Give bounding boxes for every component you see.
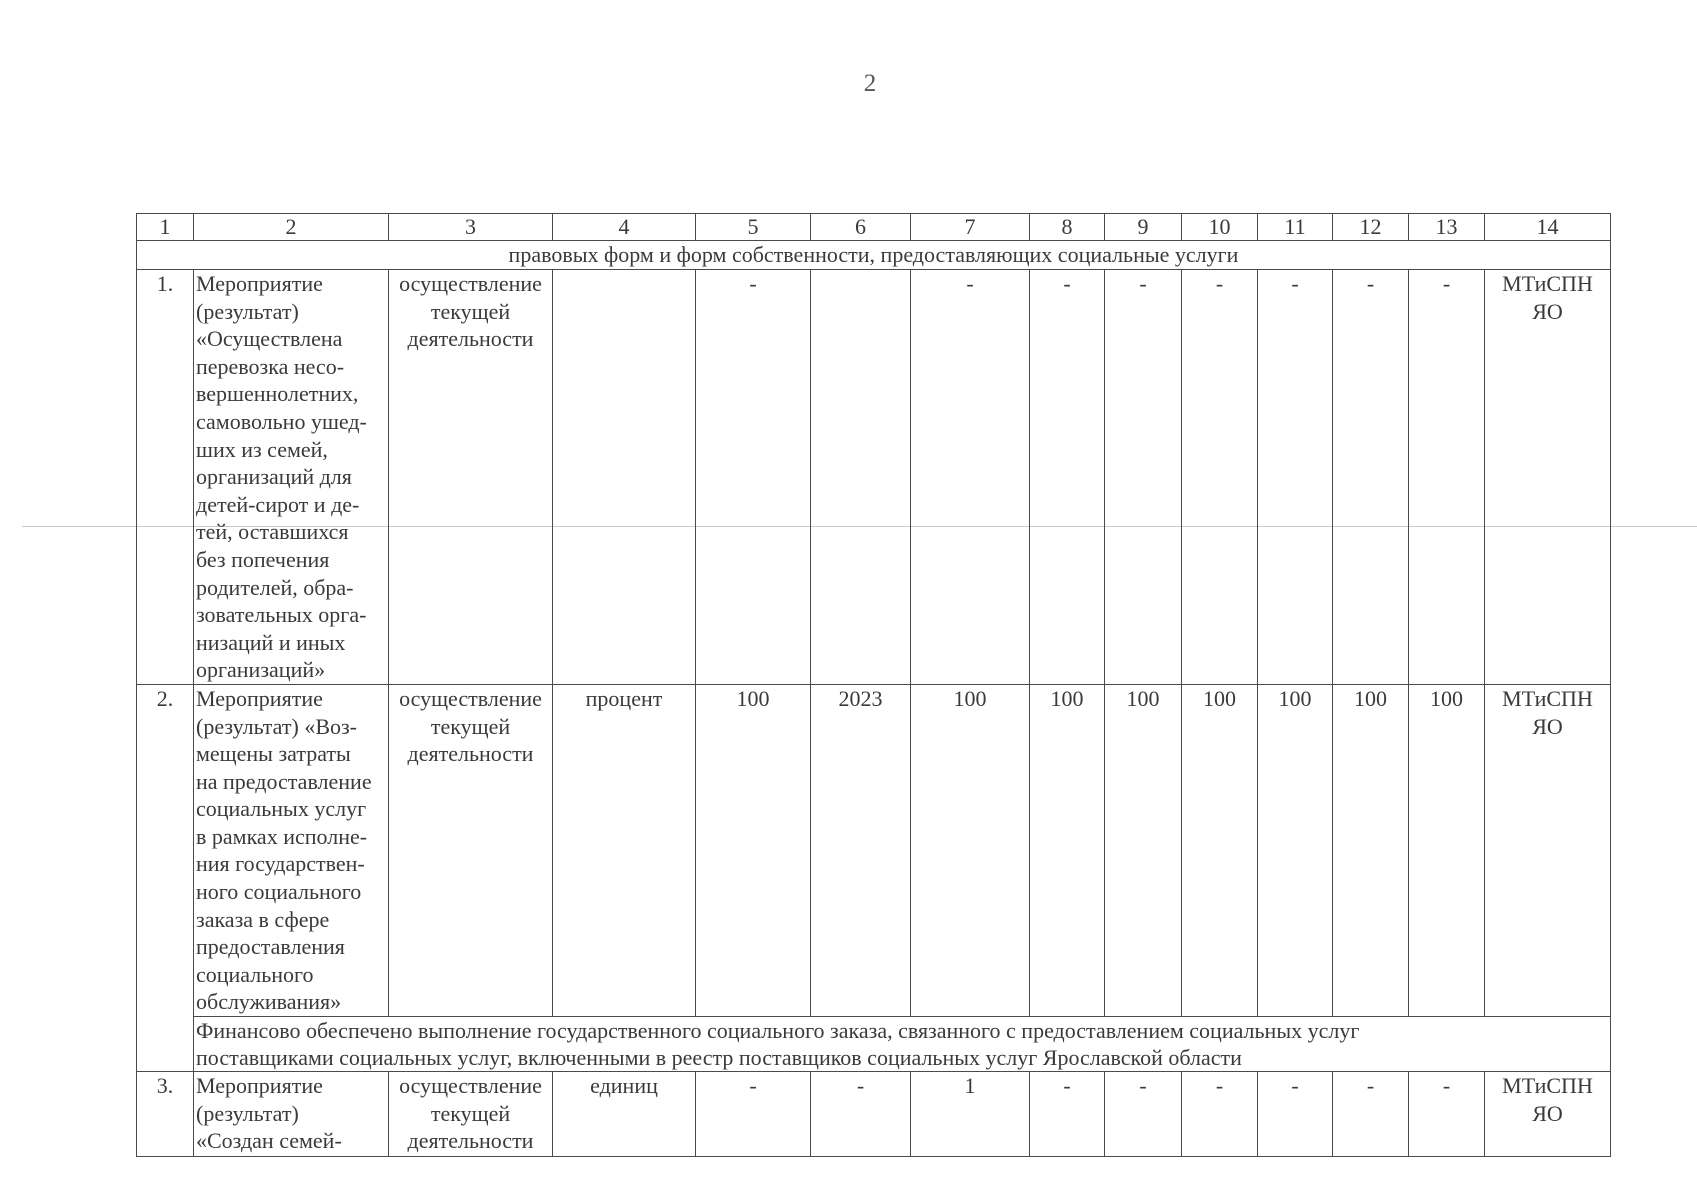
text-line: МТиСПН xyxy=(1502,1073,1593,1099)
value-cell-9: - xyxy=(1105,270,1182,685)
text-line: Мероприятие xyxy=(196,1073,323,1099)
text-line: на предоставление xyxy=(196,768,372,794)
col-num-4: 4 xyxy=(553,214,696,241)
col-num-12: 12 xyxy=(1333,214,1409,241)
value-cell-8: - xyxy=(1030,270,1105,685)
note-row xyxy=(137,1017,1611,1072)
value-cell-8: - xyxy=(1030,1072,1105,1157)
col-num-10: 10 xyxy=(1182,214,1258,241)
value-cell-7: 100 xyxy=(911,684,1030,1016)
text-line: МТиСПН xyxy=(1502,271,1593,296)
text-line: «Создан семей- xyxy=(196,1128,342,1154)
text-line: обслуживания» xyxy=(196,989,342,1015)
value-cell-13: - xyxy=(1409,1072,1485,1157)
col-num-6: 6 xyxy=(811,214,911,241)
measure-name xyxy=(194,270,389,685)
value-cell-11: 100 xyxy=(1258,684,1333,1016)
text-line: деятельности xyxy=(407,741,534,767)
col-num-9: 9 xyxy=(1105,214,1182,241)
value-cell-13: 100 xyxy=(1409,684,1485,1016)
unit-cell: единиц xyxy=(553,1072,696,1157)
section-title-row xyxy=(137,241,1611,270)
measure-name xyxy=(194,684,389,1016)
row-number: 1. xyxy=(137,270,194,685)
measure-type xyxy=(389,684,553,1016)
text-line: (результат) xyxy=(196,1100,299,1126)
value-cell-11: - xyxy=(1258,270,1333,685)
text-line: без попечения xyxy=(196,546,330,572)
text-line: текущей xyxy=(430,713,511,739)
text-line: самовольно ушед- xyxy=(196,408,367,434)
text-line: текущей xyxy=(430,1100,511,1126)
value-cell-10: 100 xyxy=(1182,684,1258,1016)
text-line: заказа в сфере xyxy=(196,906,330,932)
text-line: ЯО xyxy=(1532,1100,1563,1126)
measures-table xyxy=(136,213,1611,1157)
value-cell-8: 100 xyxy=(1030,684,1105,1016)
measure-name xyxy=(194,1072,389,1157)
text-line: ЯО xyxy=(1532,713,1563,739)
text-line: Мероприятие xyxy=(196,685,323,711)
result-note xyxy=(194,1017,1611,1072)
text-line: тей, оставшихся xyxy=(196,519,349,545)
text-line: предоставления xyxy=(196,934,345,960)
table-row xyxy=(137,270,1611,685)
row-number: 3. xyxy=(137,1072,194,1157)
col-num-7: 7 xyxy=(911,214,1030,241)
value-cell-5: - xyxy=(696,270,811,685)
responsible-cell xyxy=(1485,1072,1611,1157)
text-line: мещены затраты xyxy=(196,741,351,767)
responsible-cell xyxy=(1485,270,1611,685)
text-line: детей-сирот и де- xyxy=(196,491,360,517)
text-line: перевозка несо- xyxy=(196,353,345,379)
text-line: ЯО xyxy=(1532,298,1563,324)
value-cell-5: 100 xyxy=(696,684,811,1016)
responsible-cell xyxy=(1485,684,1611,1016)
text-line: в рамках исполне- xyxy=(196,823,368,849)
text-line: текущей xyxy=(430,298,511,324)
col-num-13: 13 xyxy=(1409,214,1485,241)
value-cell-6 xyxy=(811,270,911,685)
text-line: Мероприятие xyxy=(196,271,323,296)
text-line: организаций для xyxy=(196,464,352,490)
value-cell-9: 100 xyxy=(1105,684,1182,1016)
text-line: деятельности xyxy=(407,326,534,352)
col-num-2: 2 xyxy=(194,214,389,241)
row-number: 2. xyxy=(137,684,194,1071)
text-line: родителей, обра- xyxy=(196,574,354,600)
value-cell-6: 2023 xyxy=(811,684,911,1016)
unit-cell xyxy=(553,270,696,685)
text-line: (результат) xyxy=(196,298,299,324)
value-cell-10: - xyxy=(1182,1072,1258,1157)
value-cell-12: - xyxy=(1333,1072,1409,1157)
text-line: МТиСПН xyxy=(1502,685,1593,711)
unit-cell: процент xyxy=(553,684,696,1016)
text-line: осуществление xyxy=(399,271,542,296)
table-row xyxy=(137,684,1611,1016)
value-cell-12: - xyxy=(1333,270,1409,685)
col-num-11: 11 xyxy=(1258,214,1333,241)
value-cell-5: - xyxy=(696,1072,811,1157)
value-cell-13: - xyxy=(1409,270,1485,685)
value-cell-12: 100 xyxy=(1333,684,1409,1016)
text-line: поставщиками социальных услуг, включенными в реестр поставщиков социальных услуг Ярославской области xyxy=(196,1045,1242,1071)
col-num-8: 8 xyxy=(1030,214,1105,241)
column-number-row xyxy=(137,214,1611,241)
measure-type xyxy=(389,1072,553,1157)
text-line: организаций» xyxy=(196,657,326,683)
table-row xyxy=(137,1072,1611,1157)
text-line: «Осуществлена xyxy=(196,326,343,352)
value-cell-7: 1 xyxy=(911,1072,1030,1157)
value-cell-7: - xyxy=(911,270,1030,685)
col-num-5: 5 xyxy=(696,214,811,241)
text-line: ния государствен- xyxy=(196,851,365,877)
text-line: низаций и иных xyxy=(196,629,346,655)
section-title: правовых форм и форм собственности, предоставляющих социальные услуги xyxy=(137,241,1611,270)
text-line: ших из семей, xyxy=(196,436,328,462)
text-line: вершеннолетних, xyxy=(196,381,359,407)
measure-type xyxy=(389,270,553,685)
text-line: (результат) «Воз- xyxy=(196,713,358,739)
text-line: социального xyxy=(196,961,314,987)
text-line: ного социального xyxy=(196,879,362,905)
value-cell-11: - xyxy=(1258,1072,1333,1157)
page-number: 2 xyxy=(863,70,877,97)
text-line: Финансово обеспечено выполнение государственного социального заказа, связанного с предоставлением социальных услуг xyxy=(196,1018,1360,1044)
text-line: осуществление xyxy=(399,1073,542,1099)
col-num-1: 1 xyxy=(137,214,194,241)
text-line: социальных услуг xyxy=(196,796,367,822)
value-cell-6: - xyxy=(811,1072,911,1157)
col-num-3: 3 xyxy=(389,214,553,241)
text-line: зовательных орга- xyxy=(196,602,367,628)
value-cell-9: - xyxy=(1105,1072,1182,1157)
col-num-14: 14 xyxy=(1485,214,1611,241)
text-line: деятельности xyxy=(407,1128,534,1154)
text-line: осуществление xyxy=(399,685,542,711)
value-cell-10: - xyxy=(1182,270,1258,685)
